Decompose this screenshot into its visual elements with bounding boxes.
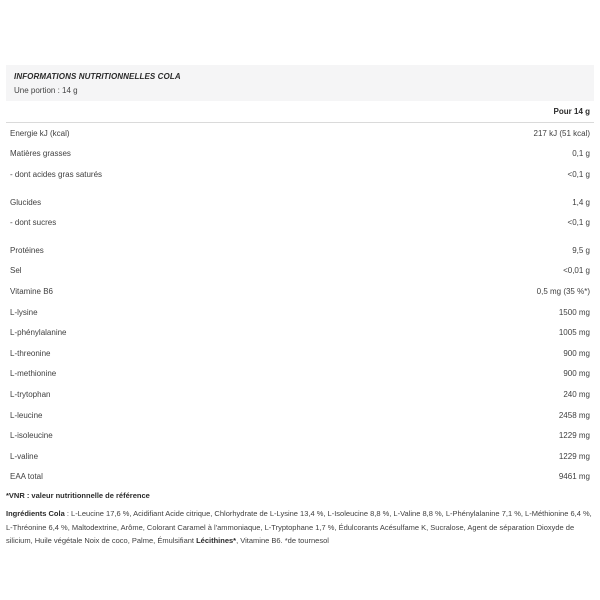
nutrient-label: - dont sucres	[10, 218, 57, 228]
nutrient-label: Protéines	[10, 245, 44, 255]
nutrient-value: 9,5 g	[572, 245, 590, 255]
nutrient-label: L-leucine	[10, 410, 43, 420]
vnr-footnote: *VNR : valeur nutritionnelle de référence	[6, 491, 150, 501]
ingredients-text-part1: : L-Leucine 17,6 %, Acidifiant Acide citrique, Chlorhydrate de L-Lysine 13,4 %, L-Isoleucine 8,8 %, L-Valine 8,8 %, L-Phénylalanine 7,1 %, L-Méthionine 6,4 %, L-Thréonine 6,4 %, Maltodextrine, Arôme, Colorant Caramel à l'ammoniaque, L-Tryptophane 1,7 %, Édulcorants Acésulfame K, Sucralose, Agent de séparation Dioxyde de silicium, Huile végétale Noix de coco, Palme, Émulsifiant	[6, 509, 592, 546]
nutrient-value: 1,4 g	[572, 197, 590, 207]
table-row	[6, 467, 594, 488]
nutrient-value: 900 mg	[563, 369, 590, 379]
nutrient-label: Matières grasses	[10, 149, 71, 159]
portion-size-text: Une portion : 14 g	[14, 86, 78, 95]
nutrient-label: L-valine	[10, 451, 39, 461]
nutrient-value: 0,1 g	[572, 149, 590, 159]
table-row	[6, 364, 594, 385]
nutrient-value: 0,5 mg (35 %*)	[536, 286, 590, 296]
nutrient-label: Energie kJ (kcal)	[10, 128, 70, 138]
nutrient-label: Sel	[10, 266, 22, 276]
nutrient-value: <0,1 g	[567, 169, 590, 179]
nutrient-label: L-trytophan	[10, 389, 51, 399]
nutrient-value: <0,01 g	[563, 266, 590, 276]
nutrient-value: 1500 mg	[558, 307, 590, 317]
column-header-per-serving: Pour 14 g	[553, 107, 590, 116]
nutrition-header	[6, 65, 594, 101]
table-row	[6, 446, 594, 467]
table-row	[6, 240, 594, 261]
nutrient-value: 1005 mg	[558, 328, 590, 338]
nutrient-label: L-phénylalanine	[10, 328, 67, 338]
table-row	[6, 384, 594, 405]
table-row	[6, 212, 594, 233]
ingredients-lecithins-emphasis: Lécithines*	[196, 536, 237, 546]
table-row	[6, 144, 594, 165]
table-row	[6, 192, 594, 213]
nutrient-value: 900 mg	[563, 348, 590, 358]
nutrient-value: 9461 mg	[558, 472, 590, 482]
table-row	[6, 425, 594, 446]
nutrient-label: EAA total	[10, 472, 43, 482]
nutrient-label: L-threonine	[10, 348, 51, 358]
nutrient-value: 217 kJ (51 kcal)	[533, 128, 590, 138]
nutrient-label: L-methionine	[10, 369, 57, 379]
table-row	[6, 261, 594, 282]
panel-title: INFORMATIONS NUTRITIONNELLES COLA	[14, 72, 181, 81]
table-row	[6, 164, 594, 185]
nutrient-value: 2458 mg	[558, 410, 590, 420]
nutrient-label: L-lysine	[10, 307, 38, 317]
nutrient-value: 240 mg	[563, 389, 590, 399]
table-row	[6, 322, 594, 343]
table-row	[6, 343, 594, 364]
ingredients-paragraph	[6, 507, 596, 548]
table-row	[6, 281, 594, 302]
column-header-row	[6, 101, 594, 123]
table-row	[6, 123, 594, 144]
ingredients-label: Ingrédients Cola	[6, 509, 65, 519]
table-row	[6, 405, 594, 426]
ingredients-text-part2: , Vitamine B6. *de tournesol	[236, 536, 329, 546]
nutrient-value: 1229 mg	[558, 451, 590, 461]
nutrient-label: Glucides	[10, 197, 42, 207]
nutrient-label: - dont acides gras saturés	[10, 169, 103, 179]
nutrient-value: <0,1 g	[567, 218, 590, 228]
nutrient-value: 1229 mg	[558, 431, 590, 441]
nutrition-table	[6, 123, 594, 487]
table-row	[6, 302, 594, 323]
nutrition-panel	[6, 65, 594, 555]
nutrient-label: Vitamine B6	[10, 286, 53, 296]
nutrient-label: L-isoleucine	[10, 431, 53, 441]
